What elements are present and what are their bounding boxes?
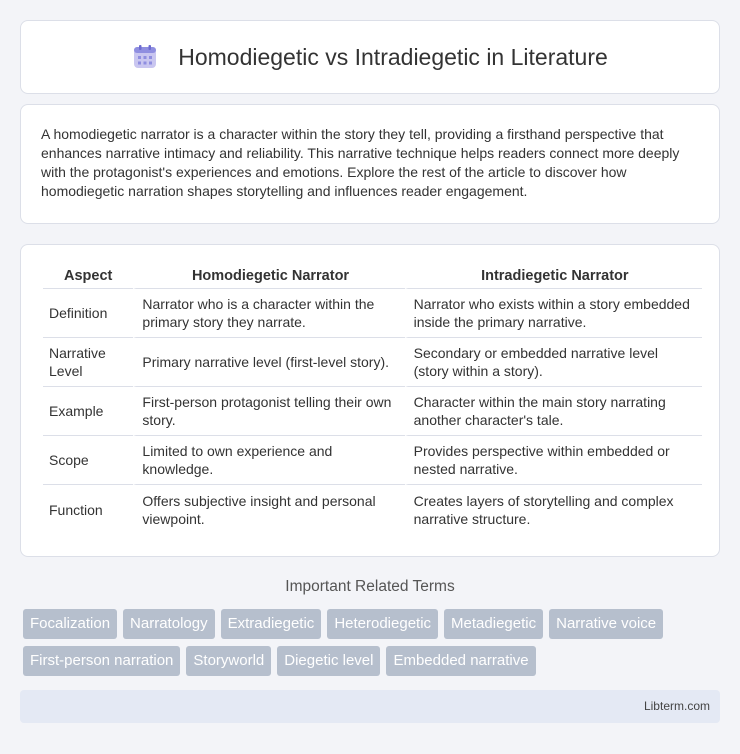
footer-site-link[interactable]: Libterm.com [643, 699, 710, 713]
row-homodiegetic: Narrator who is a character within the primary story they narrate. [133, 289, 404, 338]
row-aspect: Function [49, 501, 103, 518]
row-intradiegetic: Provides perspective within embedded or nested narrative. [405, 436, 702, 485]
table-header-row [43, 263, 702, 289]
page-title: Homodiegetic vs Intradiegetic in Literature [178, 43, 608, 70]
tag-extradiegetic[interactable]: Extradiegetic [221, 609, 322, 639]
table-row [43, 387, 702, 436]
calendar-icon [132, 44, 158, 70]
header-homodiegetic: Homodiegetic Narrator [133, 263, 404, 289]
row-intradiegetic: Creates layers of storytelling and complex narrative structure. [405, 485, 702, 534]
comparison-card [20, 244, 720, 557]
row-aspect: Example [43, 387, 133, 436]
row-intradiegetic: Narrator who exists within a story embedded inside the primary narrative. [405, 289, 702, 338]
tag-storyworld[interactable]: Storyworld [186, 646, 271, 676]
intro-card [20, 104, 720, 224]
row-intradiegetic: Character within the main story narrating another character's tale. [405, 387, 702, 436]
tag-focalization[interactable]: Focalization [23, 609, 117, 639]
row-homodiegetic: Offers subjective insight and personal viewpoint. [133, 485, 404, 534]
tag-heterodiegetic[interactable]: Heterodiegetic [327, 609, 438, 639]
tag-first-person-narration[interactable]: First-person narration [23, 646, 180, 676]
table-row [43, 289, 702, 338]
table-row [43, 485, 702, 534]
tag-narrative-voice[interactable]: Narrative voice [549, 609, 663, 639]
title-card [20, 20, 720, 94]
row-aspect: Narrative Level [43, 338, 133, 387]
table-row [43, 436, 702, 485]
related-terms-list [23, 609, 723, 683]
row-aspect: Scope [43, 436, 133, 485]
tag-narratology[interactable]: Narratology [123, 609, 215, 639]
row-intradiegetic: Secondary or embedded narrative level (story within a story). [405, 338, 702, 387]
tag-metadiegetic[interactable]: Metadiegetic [444, 609, 543, 639]
row-homodiegetic: Limited to own experience and knowledge. [133, 436, 404, 485]
table-row [43, 338, 702, 387]
related-terms-title: Important Related Terms [285, 578, 455, 595]
comparison-table [43, 263, 702, 534]
row-homodiegetic: First-person protagonist telling their own story. [133, 387, 404, 436]
header-intradiegetic: Intradiegetic Narrator [405, 263, 702, 289]
tag-embedded-narrative[interactable]: Embedded narrative [386, 646, 535, 676]
intro-text: A homodiegetic narrator is a character within the story they tell, providing a firsthand perspective that enhances narrative intimacy and reliability. This narrative technique helps readers connect more deeply with the protagonist's experiences and emotions. Explore the rest of the article to discover how homodiegetic narration shapes storytelling and influences reader engagement. [41, 126, 680, 199]
row-aspect: Definition [43, 289, 133, 338]
header-aspect: Aspect [43, 263, 133, 289]
tag-diegetic-level[interactable]: Diegetic level [277, 646, 380, 676]
footer [20, 690, 720, 723]
row-homodiegetic: Primary narrative level (first-level story). [133, 338, 404, 387]
